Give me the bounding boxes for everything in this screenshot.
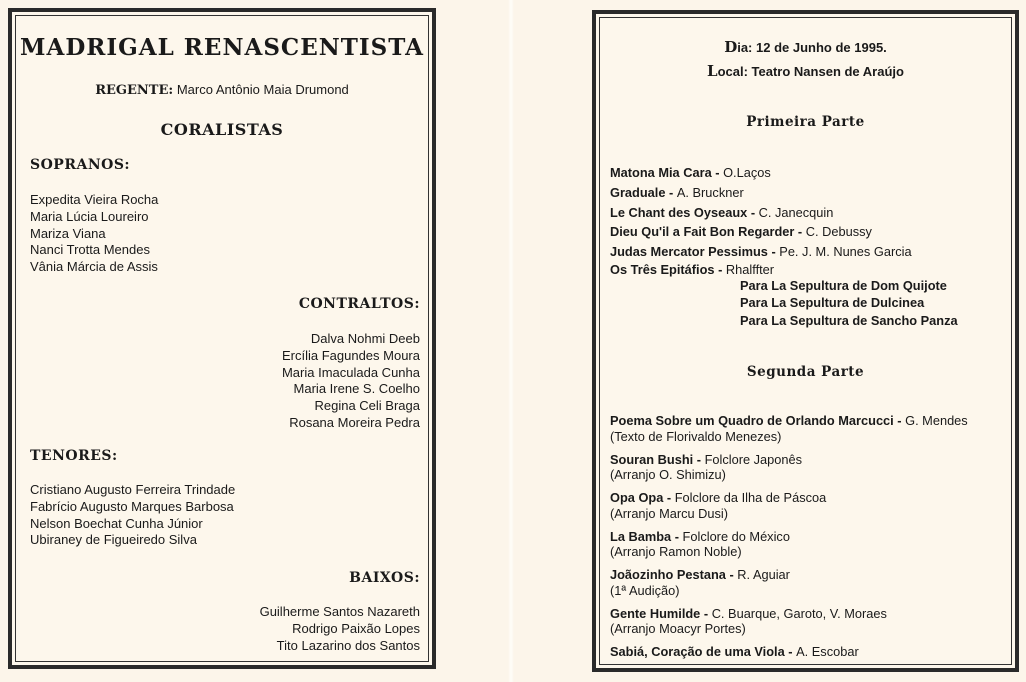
piece-composer: R. Aguiar [737, 567, 790, 582]
choristers-heading: CORALISTAS [160, 120, 284, 139]
piece-composer: A. Escobar [796, 644, 859, 659]
choir-roster-panel [8, 8, 436, 669]
sopranos-list [30, 192, 158, 276]
piece-composer: Pe. J. M. Nunes Garcia [779, 244, 912, 260]
separator: - [700, 605, 712, 621]
date-label: ia: [737, 40, 753, 55]
contraltos-list [282, 331, 420, 432]
program-item [610, 644, 968, 660]
soprano-name: Nanci Trotta Mendes [30, 242, 150, 258]
separator: - [693, 451, 705, 467]
piece-note: (1ª Audição) [610, 582, 680, 598]
piece-title: Opa Opa [610, 490, 664, 505]
venue-label-initial: L [707, 62, 718, 80]
date-line [596, 38, 1015, 56]
contralto-name: Dalva Nohmi Deeb [310, 331, 420, 346]
venue-value: Teatro Nansen de Araújo [751, 64, 904, 79]
concert-program-panel [592, 10, 1019, 672]
sopranos-heading: SOPRANOS: [30, 157, 131, 173]
choir-title: MADRIGAL RENASCENTISTA [20, 34, 424, 61]
piece-composer: O.Laços [723, 165, 771, 180]
venue-label: ocal: [717, 64, 748, 79]
separator: - [665, 184, 677, 200]
piece-title: Judas Mercator Pessimus [610, 244, 768, 260]
second-part-heading: Segunda Parte [746, 364, 865, 380]
soprano-name: Mariza Viana [30, 225, 106, 241]
bass-name: Guilherme Santos Nazareth [259, 604, 420, 619]
page-fold [508, 0, 514, 682]
program-item [610, 163, 912, 183]
date-label-initial: D [724, 38, 738, 56]
program-item [610, 490, 968, 521]
piece-composer: C. Janecquin [758, 204, 834, 220]
separator: - [714, 261, 726, 277]
piece-note: (Arranjo O. Shimizu) [610, 467, 726, 482]
first-part-list [610, 163, 912, 278]
tenors-list [30, 482, 235, 549]
contralto-name: Maria Imaculada Cunha [281, 364, 420, 380]
conductor-label: REGENTE: [95, 83, 174, 98]
program-item [610, 452, 968, 483]
epitaph-item: Para La Sepultura de Sancho Panza [740, 312, 958, 328]
program-item [610, 242, 912, 262]
tenors-heading: TENORES: [30, 448, 118, 464]
basses-heading: BAIXOS: [349, 570, 420, 586]
basses-list [260, 604, 420, 654]
piece-title: Dieu Qu'il a Fait Bon Regarder [610, 224, 795, 240]
piece-title: Le Chant des Oyseaux [610, 204, 748, 220]
program-item [610, 203, 912, 223]
program-item [610, 567, 968, 598]
tenor-name: Ubiraney de Figueiredo Silva [30, 532, 197, 548]
soprano-name: Vânia Márcia de Assis [30, 259, 158, 275]
piece-composer: A. Bruckner [676, 184, 744, 200]
piece-title: Poema Sobre um Quadro de Orlando Marcucci [610, 413, 894, 428]
separator: - [784, 644, 797, 659]
piece-composer: C. Buarque, Garoto, V. Moraes [711, 605, 887, 621]
piece-title: La Bamba [610, 528, 672, 544]
second-part-list [610, 413, 968, 667]
piece-composer: Rhalffter [725, 261, 775, 277]
piece-title: Gente Humilde [610, 605, 701, 621]
separator: - [663, 490, 675, 505]
separator: - [711, 165, 724, 180]
tenor-name: Cristiano Augusto Ferreira Trindade [30, 482, 236, 497]
conductor-name: Marco Antônio Maia Drumond [176, 82, 349, 97]
contralto-name: Maria Irene S. Coelho [293, 381, 420, 397]
contralto-name: Ercília Fagundes Moura [281, 347, 420, 363]
separator: - [767, 244, 780, 260]
epitaphs-list [740, 277, 958, 329]
piece-composer: G. Mendes [905, 413, 968, 428]
program-item [610, 262, 912, 278]
piece-note: (Texto de Florivaldo Menezes) [610, 428, 782, 444]
contralto-name: Regina Celi Braga [314, 398, 420, 414]
piece-note: (Arranjo Ramon Noble) [610, 544, 742, 559]
conductor-line [12, 82, 432, 98]
program-item [610, 529, 968, 560]
separator: - [725, 567, 738, 582]
venue-line [596, 62, 1015, 80]
tenor-name: Fabrício Augusto Marques Barbosa [30, 498, 234, 514]
soprano-name: Expedita Vieira Rocha [30, 192, 159, 207]
epitaph-item: Para La Sepultura de Dulcinea [740, 295, 925, 311]
piece-title: Souran Bushi [610, 451, 694, 467]
piece-composer: Folclore do México [682, 528, 790, 544]
program-item [610, 606, 968, 637]
piece-title: Joãozinho Pestana [610, 567, 726, 582]
separator: - [671, 528, 683, 544]
soprano-name: Maria Lúcia Loureiro [30, 208, 149, 224]
piece-title: Graduale [610, 184, 666, 200]
piece-composer: Folclore Japonês [704, 451, 803, 467]
program-item [610, 222, 912, 242]
bass-name: Tito Lazarino dos Santos [276, 637, 420, 653]
separator: - [747, 204, 759, 220]
program-item [610, 413, 968, 444]
contraltos-heading: CONTRALTOS: [298, 296, 420, 312]
piece-title: Os Três Epitáfios [610, 261, 715, 277]
piece-note: (Arranjo Moacyr Portes) [610, 621, 746, 636]
separator: - [794, 224, 806, 240]
first-part-heading: Primeira Parte [746, 114, 865, 130]
piece-composer: C. Debussy [805, 224, 872, 240]
epitaph-item: Para La Sepultura de Dom Quijote [740, 278, 947, 293]
contralto-name: Rosana Moreira Pedra [289, 414, 420, 430]
separator: - [893, 413, 906, 428]
piece-title: Matona Mia Cara [610, 165, 712, 180]
tenor-name: Nelson Boechat Cunha Júnior [30, 515, 203, 531]
piece-title: Sabiá, Coração de uma Viola [610, 644, 785, 659]
piece-note: (Arranjo Marcu Dusi) [610, 505, 729, 521]
bass-name: Rodrigo Paixão Lopes [292, 620, 420, 636]
program-item [610, 183, 912, 203]
date-value: 12 de Junho de 1995. [756, 40, 887, 55]
piece-composer: Folclore da Ilha de Páscoa [674, 490, 827, 505]
